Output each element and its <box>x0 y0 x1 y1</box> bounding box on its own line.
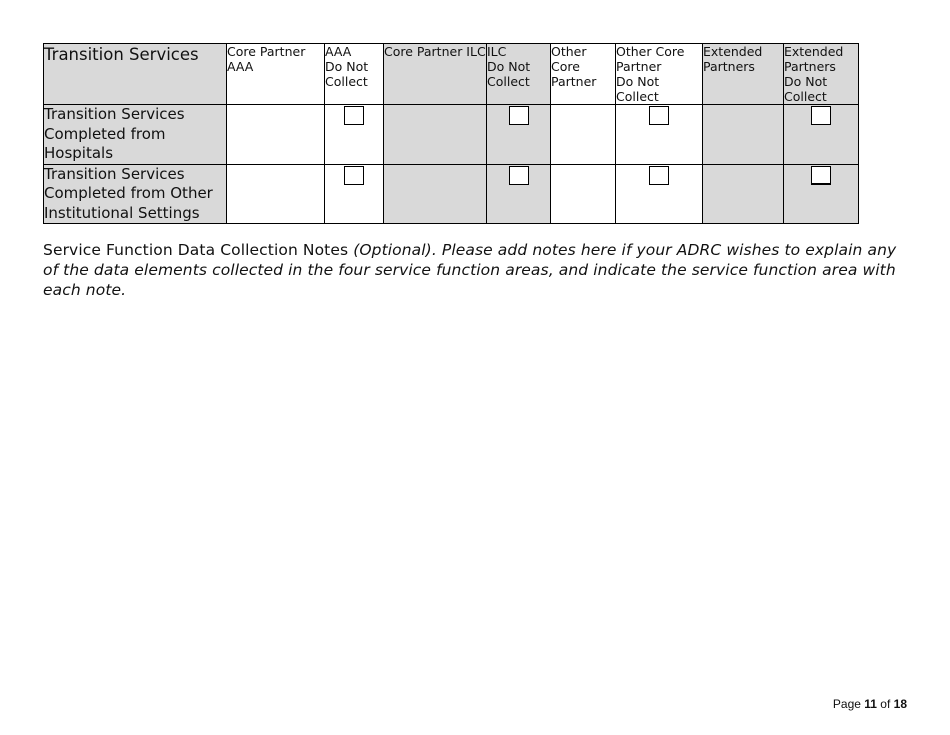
cell-ilc-do-not-collect <box>487 105 551 165</box>
row-label-hospitals: Transition Services Completed from Hospitals <box>44 105 227 165</box>
cell-extended-partners-input[interactable] <box>703 164 784 224</box>
extended-partners-do-not-collect-checkbox[interactable] <box>811 106 831 125</box>
cell-aaa-do-not-collect <box>325 164 384 224</box>
col-label: Core Partner AAA <box>227 44 306 74</box>
col-label: Core Partner ILC <box>384 44 486 59</box>
cell-core-partner-aaa-input[interactable] <box>227 105 325 165</box>
cell-other-core-partner-do-not-collect <box>616 164 703 224</box>
table-row-hospitals <box>44 105 859 165</box>
table-row-other-institutional <box>44 164 859 224</box>
col-ilc-do-not-collect <box>487 44 551 105</box>
page-prefix: Page <box>832 697 865 711</box>
col-other-core-partner-do-not-collect <box>616 44 703 105</box>
table-header-row <box>44 44 859 105</box>
col-aaa-do-not-collect <box>325 44 384 105</box>
page-number <box>833 697 907 711</box>
cell-aaa-do-not-collect <box>325 105 384 165</box>
col-label: Other Core Partner Do Not Collect <box>616 44 685 104</box>
col-label: Extended Partners <box>703 44 763 74</box>
aaa-do-not-collect-checkbox[interactable] <box>344 106 364 125</box>
col-core-partner-ilc <box>384 44 487 105</box>
other-core-partner-do-not-collect-checkbox[interactable] <box>649 106 669 125</box>
page-total: 18 <box>893 697 907 711</box>
notes-heading: Service Function Data Collection Notes <box>43 241 354 259</box>
transition-services-table <box>43 43 859 224</box>
data-collection-notes <box>43 240 913 300</box>
col-label: Extended Partners Do Not Collect <box>784 44 844 104</box>
cell-extended-partners-input[interactable] <box>703 105 784 165</box>
cell-ilc-do-not-collect <box>487 164 551 224</box>
col-label: Other Core Partner <box>551 44 597 89</box>
page-current: 11 <box>864 697 877 711</box>
col-core-partner-aaa <box>227 44 325 105</box>
ilc-do-not-collect-checkbox[interactable] <box>509 166 529 185</box>
cell-other-core-partner-do-not-collect <box>616 105 703 165</box>
cell-core-partner-aaa-input[interactable] <box>227 164 325 224</box>
col-extended-partners-do-not-collect <box>784 44 859 105</box>
cell-extended-partners-do-not-collect <box>784 164 859 224</box>
aaa-do-not-collect-checkbox[interactable] <box>344 166 364 185</box>
col-label: ILC Do Not Collect <box>487 44 531 89</box>
cell-core-partner-ilc-input[interactable] <box>384 105 487 165</box>
cell-core-partner-ilc-input[interactable] <box>384 164 487 224</box>
row-label-other-institutional: Transition Services Completed from Other Institutional Settings <box>44 164 227 224</box>
page-of: of <box>876 697 894 711</box>
other-core-partner-do-not-collect-checkbox[interactable] <box>649 166 669 185</box>
cell-other-core-partner-input[interactable] <box>551 105 616 165</box>
cell-other-core-partner-input[interactable] <box>551 164 616 224</box>
notes-instructions: (Optional). Please add notes here if your ADRC wishes to explain any of the data elements collected in the four service function areas, and indicate the service function area with each note. <box>43 241 897 299</box>
col-other-core-partner <box>551 44 616 105</box>
table-title: Transition Services <box>44 44 227 105</box>
col-label: AAA Do Not Collect <box>325 44 369 89</box>
cell-extended-partners-do-not-collect <box>784 105 859 165</box>
extended-partners-do-not-collect-checkbox[interactable] <box>811 166 831 185</box>
col-extended-partners <box>703 44 784 105</box>
ilc-do-not-collect-checkbox[interactable] <box>509 106 529 125</box>
